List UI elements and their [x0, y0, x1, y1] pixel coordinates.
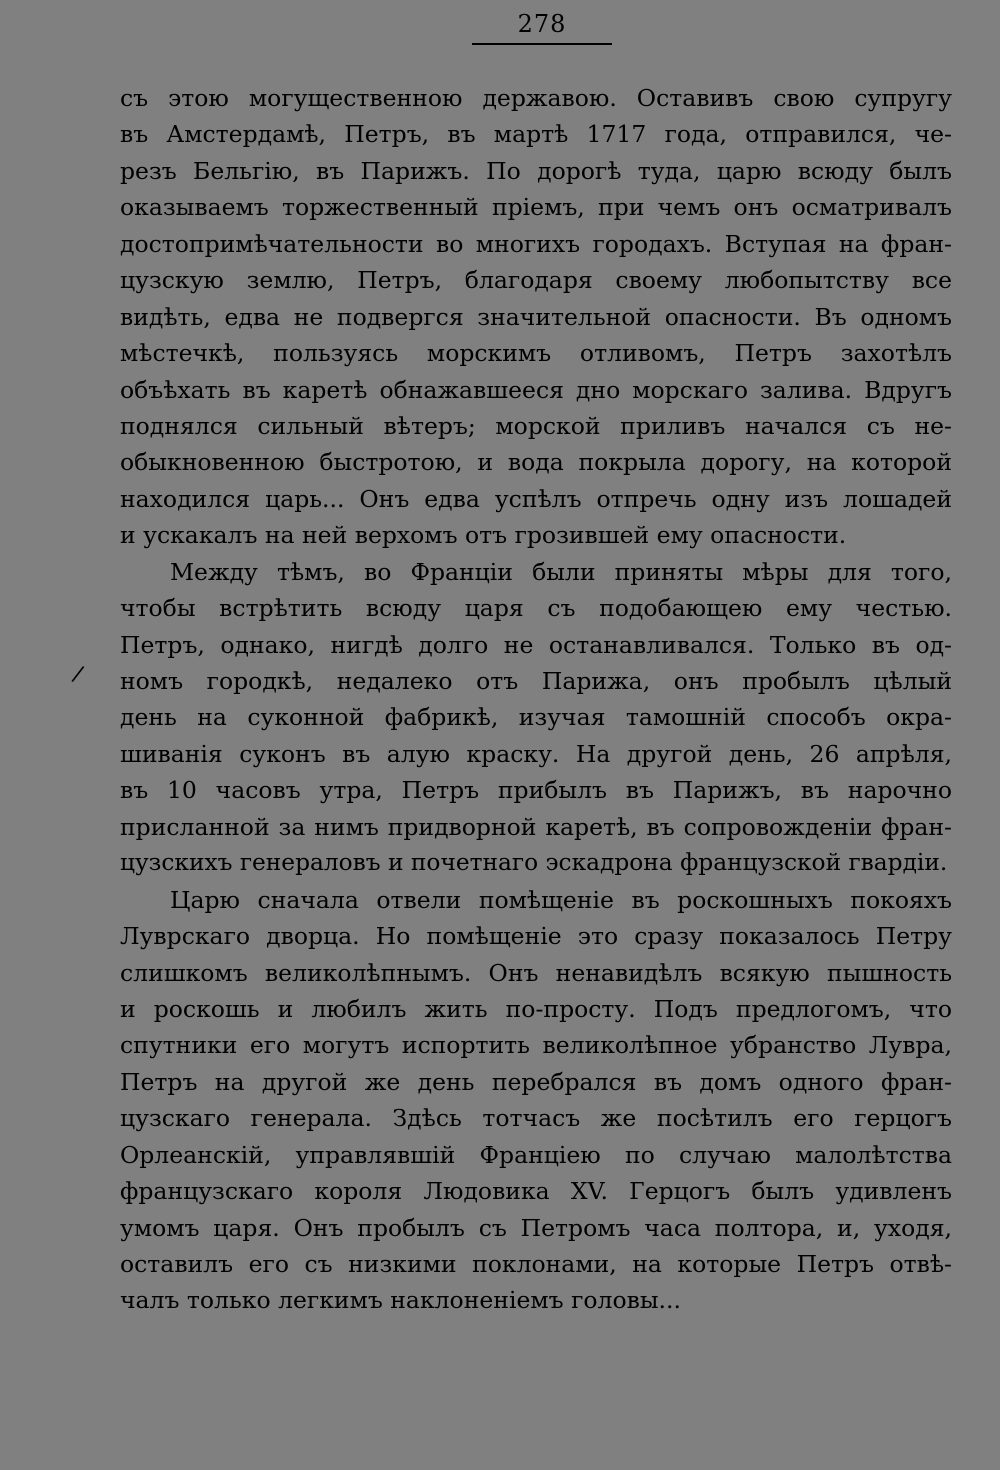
- paragraph: [120, 882, 952, 1319]
- text-line: умомъ царя. Онъ пробылъ съ Петромъ часа полтора, и, уходя,: [120, 1213, 952, 1242]
- text-line: слишкомъ великолѣпнымъ. Онъ ненавидѣлъ всякую пышность: [120, 958, 952, 987]
- text-line: Петръ, однако, нигдѣ долго не останавливался. Только въ од-: [120, 630, 952, 659]
- text-line: день на суконной фабрикѣ, изучая тамошній способъ окра-: [120, 703, 952, 732]
- text-line: номъ городкѣ, недалеко отъ Парижа, онъ пробылъ цѣлый: [120, 667, 952, 695]
- text-line: обыкновенною быстротою, и вода покрыла дорогу, на которой: [120, 448, 952, 477]
- text-line: объѣхать въ каретѣ обнажавшееся дно морскаго залива. Вдругъ: [120, 375, 952, 404]
- text-line: чтобы встрѣтить всюду царя съ подобающею ему честью.: [120, 594, 952, 623]
- text-line: спутники его могутъ испортить великолѣпное убранство Лувра,: [120, 1031, 952, 1060]
- text-line: оказываемъ торжественный пріемъ, при чемъ онъ осматривалъ: [120, 193, 952, 222]
- text-line: цузскихъ генераловъ и почетнаго эскадрона французской гвардіи.: [120, 849, 948, 877]
- text-line: присланной за нимъ придворной каретѣ, въ сопровожденіи фран-: [120, 812, 952, 841]
- text-line: цузскаго генерала. Здѣсь тотчасъ же посѣтилъ его герцогъ: [120, 1104, 952, 1133]
- body-text: [120, 80, 952, 1319]
- text-line: достопримѣчательности во многихъ городахъ. Вступая на фран-: [120, 229, 952, 258]
- text-line: шиванія суконъ въ алую краску. На другой день, 26 апрѣля,: [120, 739, 952, 768]
- text-line: и роскошь и любилъ жить по-просту. Подъ предлогомъ, что: [120, 994, 952, 1023]
- text-line: Между тѣмъ, во Франціи были приняты мѣры для того,: [170, 557, 952, 586]
- text-line: Петръ на другой же день перебрался въ домъ одного фран-: [120, 1067, 952, 1096]
- text-line: цузскую землю, Петръ, благодаря своему любопытству все: [120, 266, 952, 295]
- text-line: Луврскаго дворца. Но помѣщеніе это сразу показалось Петру: [120, 922, 952, 951]
- text-line: поднялся сильный вѣтеръ; морской приливъ начался съ не-: [120, 411, 952, 440]
- text-line: и ускакалъ на ней верхомъ отъ грозившей ему опасности.: [120, 521, 847, 550]
- text-line: съ этою могущественною державою. Оставивъ свою супругу: [120, 84, 952, 112]
- text-line: французскаго короля Людовика XV. Герцогъ былъ удивленъ: [120, 1177, 952, 1206]
- paragraph: [120, 554, 952, 882]
- text-line: чалъ только легкимъ наклоненіемъ головы...: [120, 1286, 681, 1315]
- text-line: оставилъ его съ низкими поклонами, на которые Петръ отвѣ-: [120, 1250, 952, 1278]
- text-line: въ 10 часовъ утра, Петръ прибылъ въ Парижъ, въ нарочно: [120, 776, 952, 805]
- text-line: резъ Бельгію, въ Парижъ. По дорогѣ туда, царю всюду былъ: [120, 156, 952, 185]
- text-line: мѣстечкѣ, пользуясь морскимъ отливомъ, Петръ захотѣлъ: [120, 339, 952, 368]
- page-number-rule: [472, 43, 612, 45]
- margin-mark: /: [69, 661, 86, 688]
- text-line: находился царь... Онъ едва успѣлъ отпречь одну изъ лошадей: [120, 484, 952, 513]
- text-line: видѣть, едва не подвергся значительной опасности. Въ одномъ: [120, 302, 952, 331]
- paragraph: [120, 80, 952, 554]
- text-line: Орлеанскій, управлявшій Франціею по случаю малолѣтства: [120, 1140, 952, 1169]
- text-line: Царю сначала отвели помѣщеніе въ роскошныхъ покояхъ: [170, 885, 952, 914]
- page-number: 278: [517, 10, 567, 38]
- text-line: въ Амстердамѣ, Петръ, въ мартѣ 1717 года, отправился, че-: [120, 120, 952, 149]
